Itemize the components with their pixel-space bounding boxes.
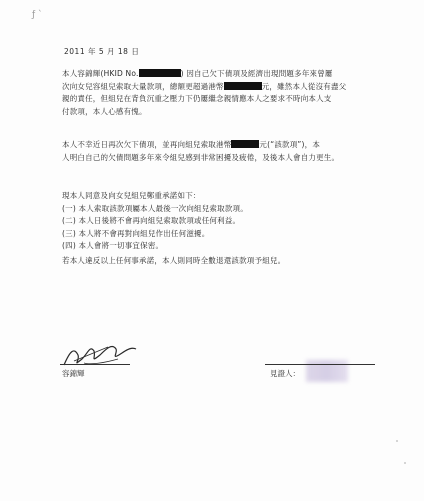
- paragraph-1-line-1: 本人容錦輝(HKID No. ) 因自己欠下債項及經濟出現問題多年來曾屢: [62, 69, 333, 78]
- paragraph-3-intro: 現本人同意及向女兒組兒鄭重承諾如下：: [62, 191, 201, 200]
- promise-item-2: (二) 本人日後將不會再向組兒索取款項或任何利益。: [62, 216, 241, 225]
- scan-speck: [396, 440, 398, 442]
- redaction-amount: [224, 82, 262, 90]
- signatory-name: 容錦輝: [62, 369, 85, 378]
- promise-item-1: (一) 本人索取該款項屬本人最後一次向組兒索取款項。: [62, 203, 248, 213]
- promise-item-3: (三) 本人將不會再對向組兒作出任何滋擾。: [62, 228, 210, 238]
- corner-mark: ƒ ˋ: [32, 10, 43, 20]
- signature-line: [60, 364, 130, 365]
- paragraph-4: 若本人違反以上任何事承諾，本人則同時全數退還該款項予組兒。: [62, 256, 286, 265]
- paragraph-1-line-4: 付款項，本人心感有愧。: [62, 106, 147, 116]
- witness-line: [265, 364, 375, 365]
- paragraph-1-line-2: 次向女兒容組兒索取大量款項，總額更超過港幣 元，雖然本人從沒有盡父: [62, 81, 347, 91]
- letter-date: 2011 年 5 月 18 日: [64, 47, 140, 56]
- witness-label: 見證人：: [270, 369, 300, 378]
- promise-item-4: (四) 本人會將一切事宜保密。: [62, 241, 164, 250]
- paragraph-2: [62, 139, 382, 164]
- paragraph-1-line-3: 親的責任，但組兒在背負沉重之壓力下仍屢繼念親情應本人之要求不時向本人支: [62, 94, 332, 103]
- redaction-hkid: [139, 69, 181, 77]
- redaction-amount-2: [231, 140, 259, 148]
- handwritten-signature: [60, 341, 140, 371]
- paragraph-2-line-2: 人明白自己的欠債問題多年來令組兒感到非常困擾及疲倦，及後本人會自力更生。: [62, 152, 340, 162]
- scan-speck: [404, 462, 406, 464]
- paragraph-1: [62, 68, 382, 118]
- paragraph-2-line-1: 本人不幸近日再次欠下債項，並再向組兒索取港幣 元(“該款項”)，本: [62, 140, 321, 149]
- paragraph-3: [62, 190, 382, 253]
